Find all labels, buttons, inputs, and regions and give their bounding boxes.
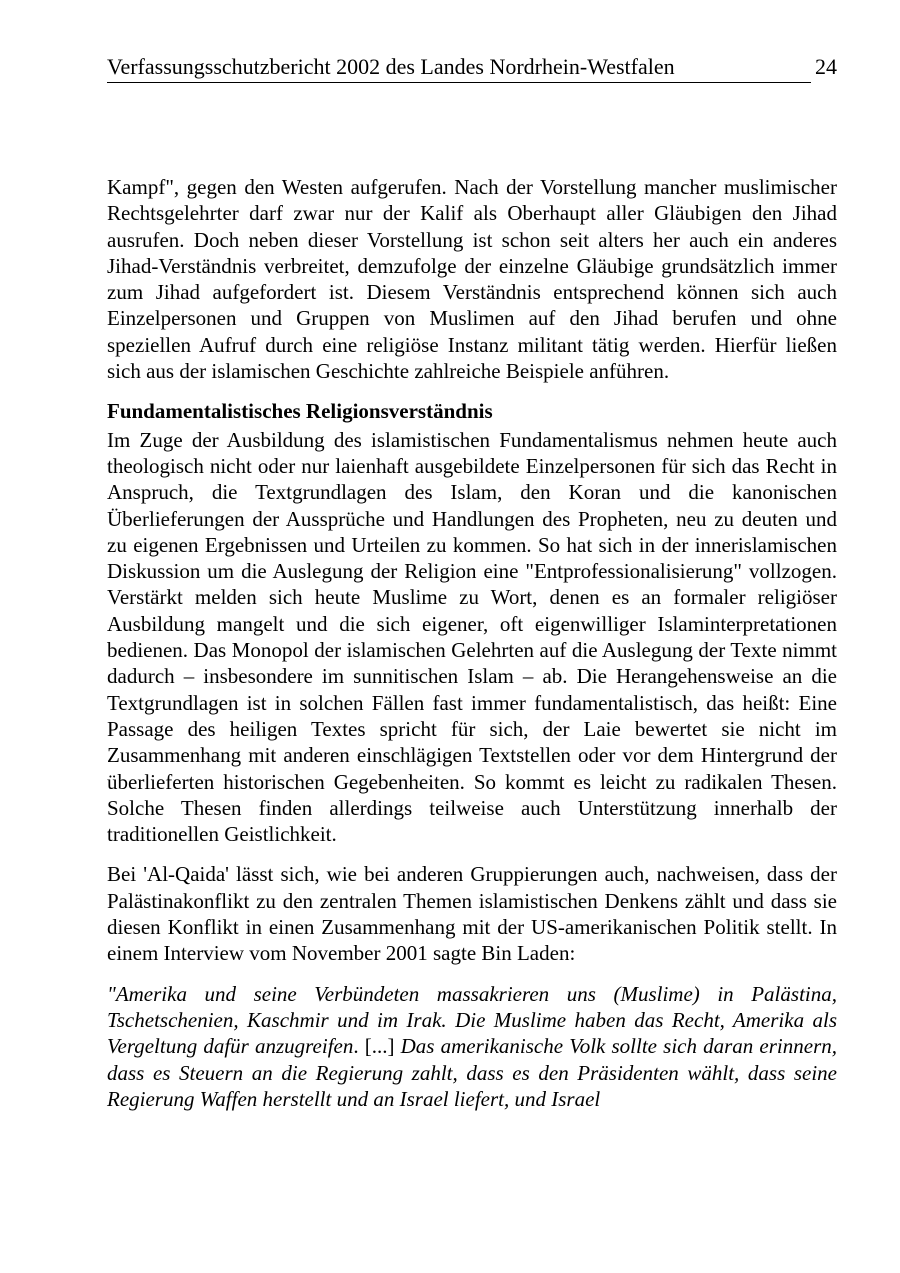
header-divider — [107, 82, 811, 83]
paragraph-al-qaida: Bei 'Al-Qaida' lässt sich, wie bei anderen Gruppierungen auch, nachweisen, dass der Palästinakonflikt zu den zentralen Themen islamistischen Denkens zählt und dass sie diesen Konflikt in einen Zusammenhang mit der US-amerikanischen Politik stellt. In einem Interview vom November 2001 sagte Bin Laden: — [107, 862, 837, 966]
header-title: Verfassungsschutzbericht 2002 des Landes Nordrhein-Westfalen — [107, 54, 675, 79]
quote-part-2: Das amerikanische Volk sollte sich daran erinnern, dass es Steuern an die Regierung zahlt, dass es den Präsidenten wählt, dass seine Regierung Waffen herstellt und an Israel liefert, und Israel — [107, 1034, 837, 1111]
section-heading: Fundamentalistisches Religionsverständnis — [107, 399, 493, 424]
paragraph-jihad: Kampf", gegen den Westen aufgerufen. Nach der Vorstellung mancher muslimischer Rechtsgelehrter darf zwar nur der Kalif als Oberhaupt aller Gläubigen den Jihad ausrufen. Doch neben dieser Vorstellung ist schon seit alters her auch ein anderes Jihad-Verständnis verbreitet, demzufolge der einzelne Gläubige grundsätzlich immer zum Jihad aufgefordert ist. Diesem Verständnis entsprechend können sich auch Einzelpersonen und Gruppen von Muslimen auf den Jihad berufen und ohne speziellen Aufruf durch eine religiöse Instanz militant tätig werden. Hierfür ließen sich aus der islamischen Geschichte zahlreiche Beispiele anführen. — [107, 175, 837, 384]
page-header — [107, 52, 837, 84]
quote-ellipsis: . [...] — [353, 1034, 401, 1059]
paragraph-fundamentalism: Im Zuge der Ausbildung des islamistischen Fundamentalismus nehmen heute auch theologisch nicht oder nur laienhaft ausgebildete Einzelpersonen für sich das Recht in Anspruch, die Textgrundlagen des Islam, den Koran und die kanonischen Überlieferungen der Aussprüche und Handlungen des Propheten, neu zu deuten und zu eigenen Ergebnissen und Urteilen zu kommen. So hat sich in der innerislamischen Diskussion um die Auslegung der Religion eine "Entprofessionalisierung" vollzogen. Verstärkt melden sich heute Muslime zu Wort, denen es an formaler religiöser Ausbildung mangelt und die sich eigener, oft eigenwilliger Islaminterpretationen bedienen. Das Monopol der islamischen Gelehrten auf die Auslegung der Texte nimmt dadurch – insbesondere im sunnitischen Islam – ab. Die Herangehensweise an die Textgrundlagen ist in solchen Fällen fast immer fundamentalistisch, das heißt: Eine Passage des heiligen Textes spricht für sich, der Laie bewertet sie nicht im Zusammenhang mit anderen einschlägigen Textstellen oder vor dem Hintergrund der überlieferten historischen Gegebenheiten. So kommt es leicht zu radikalen Thesen. Solche Thesen finden allerdings teilweise auch Unterstützung innerhalb der traditionellen Geistlichkeit. — [107, 427, 837, 847]
quote-part-1: "Amerika und seine Verbündeten massakrieren uns (Muslime) in Palästina, Tschetschenien, Kaschmir und im Irak. Die Muslime haben das Recht, Amerika als Vergeltung dafür anzugreifen — [107, 981, 837, 1059]
quotation — [107, 981, 837, 1112]
page-number: 24 — [815, 54, 837, 79]
document-body — [107, 174, 837, 1112]
